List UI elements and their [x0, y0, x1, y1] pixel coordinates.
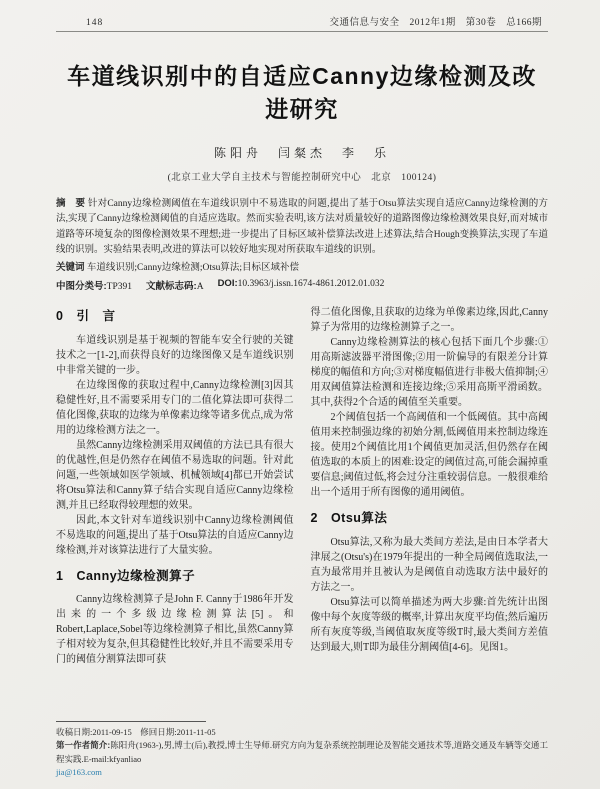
author-email: jia@163.com	[56, 766, 102, 777]
paragraph: Otsu算法,又称为最大类间方差法,是由日本学者大津展之(Otsu's)在1979年提出的一种全局阈值选取法,一直为最常用并且被认为是阈值自动选取方法中最好的方法之一。	[310, 536, 548, 593]
journal-header: 交通信息与安全 2012年1期 第30卷 总166期	[329, 18, 542, 28]
paragraph: Otsu算法可以简单描述为两大步骤:首先统计出图像中每个灰度等级的概率,计算出灰度平均值;然后遍历所有灰度等级,当阈值取灰度等级T时,最大类间方差值达到最大,则T即为最佳分割阈值[4-6]。见图1。	[310, 596, 548, 653]
left-column	[56, 305, 294, 743]
clc-value: TP391	[106, 281, 133, 292]
abstract-label: 摘 要	[56, 198, 86, 209]
keywords-label: 关键词	[56, 261, 85, 273]
paragraph: 在边缘图像的获取过程中,Canny边缘检测[3]因其稳健性好,且不需要采用专门的二值化算法即可获得二值化图像,获取的边缘为单像素边缘等诸多优点,成为常用的边缘检测方法之一。	[56, 379, 294, 436]
paragraph: Canny边缘检测算子是John F. Canny于1986年开发出来的一个多级边缘检测算法[5]。和Robert,Laplace,Sobel等边缘检测算子相比,虽然Canny算子相对较为复杂,但其稳健性比较好,并且不需要采用专门的阈值分割算法即可获	[56, 594, 294, 666]
keywords-text: 车道线识别;Canny边缘检测;Otsu算法;目标区域补偿	[86, 262, 300, 273]
paragraph: Canny边缘检测算法的核心包括下面几个步骤:①用高斯滤波器平滑图像;②用一阶偏导的有限差分计算梯度的幅值和方向;③对梯度幅值进行非极大值抑制;④用双阈值算法检测和连接边缘;⑤采用高斯平滑函数。其中,获得2个合适的阈值至关重要。	[310, 336, 548, 408]
paragraph-continuation: 得二值化图像,且获取的边缘为单像素边缘,因此,Canny算子为常用的边缘检测算子之一。	[310, 306, 548, 333]
doi-label: DOI:	[217, 277, 238, 289]
page-number: 148	[86, 18, 104, 28]
footnote-divider	[56, 721, 206, 722]
classification-line	[56, 278, 548, 292]
author-bio-line	[56, 739, 548, 765]
keywords-line	[56, 260, 548, 276]
clc-label: 中图分类号:	[56, 280, 107, 292]
right-column	[311, 305, 549, 743]
clc-item	[56, 278, 132, 292]
abstract-block	[56, 196, 548, 259]
section-heading-intro: 0 引 言	[56, 308, 116, 323]
two-column-body	[56, 305, 548, 743]
affiliation-line: (北京工业大学自主技术与智能控制研究中心 北京 100124)	[167, 173, 437, 183]
doc-code-item	[146, 278, 204, 292]
doi-item	[218, 278, 385, 292]
page-header	[56, 14, 548, 32]
paragraph: 2个阈值包括一个高阈值和一个低阈值。其中高阈值用来控制强边缘的初始分割,低阈值用来控制边缘连接。使用2个阈值比用1个阈值更加灵活,但仍然存在阈值选取的本质上的困难:设定的阈值过高,可能会漏掉重要信息;阈值过低,将会过分注重较弱信息。一般很难给出一个适用于所有图像的通用阈值。	[310, 411, 548, 498]
section-heading-otsu: 2 Otsu算法	[310, 510, 388, 525]
paragraph: 虽然Canny边缘检测采用双阈值的方法已具有很大的优越性,但是仍然存在阈值不易选取的问题。针对此问题,一些领域如医学领域、机械领域[4]都已开始尝试将Otsu算法和Canny算子结合实现自适应Canny边缘检测,并且已经取得较理想的效果。	[56, 439, 294, 511]
doc-code-value: A	[196, 281, 204, 292]
paper-title: 车道线识别中的自适应Canny边缘检测及改进研究	[67, 63, 537, 122]
doc-code-label: 文献标志码:	[146, 280, 197, 292]
received-dates-line: 收稿日期:2011-09-15 修回日期:2011-11-05	[56, 727, 216, 738]
paragraph: 车道线识别是基于视频的智能车安全行驶的关键技术之一[1-2],而获得良好的边缘图像又是车道线识别中非常关键的一步。	[56, 334, 294, 376]
doi-value: 10.3963/j.issn.1674-4861.2012.01.032	[237, 278, 385, 289]
paragraph: 因此,本文针对车道线识别中Canny边缘检测阈值不易选取的问题,提出了基于Otsu算法的自适应Canny边缘检测,并对该算法进行了大量实验。	[56, 514, 294, 556]
author-bio-text: 陈阳舟(1963-),男,博士(后),教授,博士生导师.研究方向为复杂系统控制理论及智能交通技术等,道路交通及车辆等交通工程实践.E-mail:kfyanliao	[56, 740, 548, 764]
author-bio-label: 第一作者简介:	[56, 740, 111, 751]
authors-line: 陈阳舟 闫粲杰 李 乐	[213, 146, 390, 160]
footnote-block	[56, 721, 548, 779]
section-heading-canny: 1 Canny边缘检测算子	[56, 568, 196, 583]
abstract-text: 针对Canny边缘检测阈值在车道线识别中不易选取的问题,提出了基于Otsu算法实现自适应Canny边缘检测的方法,实现了Canny边缘检测阈值的自适应选取。然而实验表明,该方法对质量较好的道路图像边缘检测效果良好,而对城市道路等环境复杂的图像检测效果不理想;进一步提出了目标区域补偿算法改进上述算法,结合Hough变换算法,实现了车道线的识别。实验结果表明,改进的算法可以较好地实现对所获取车道线的识别。	[56, 199, 548, 256]
